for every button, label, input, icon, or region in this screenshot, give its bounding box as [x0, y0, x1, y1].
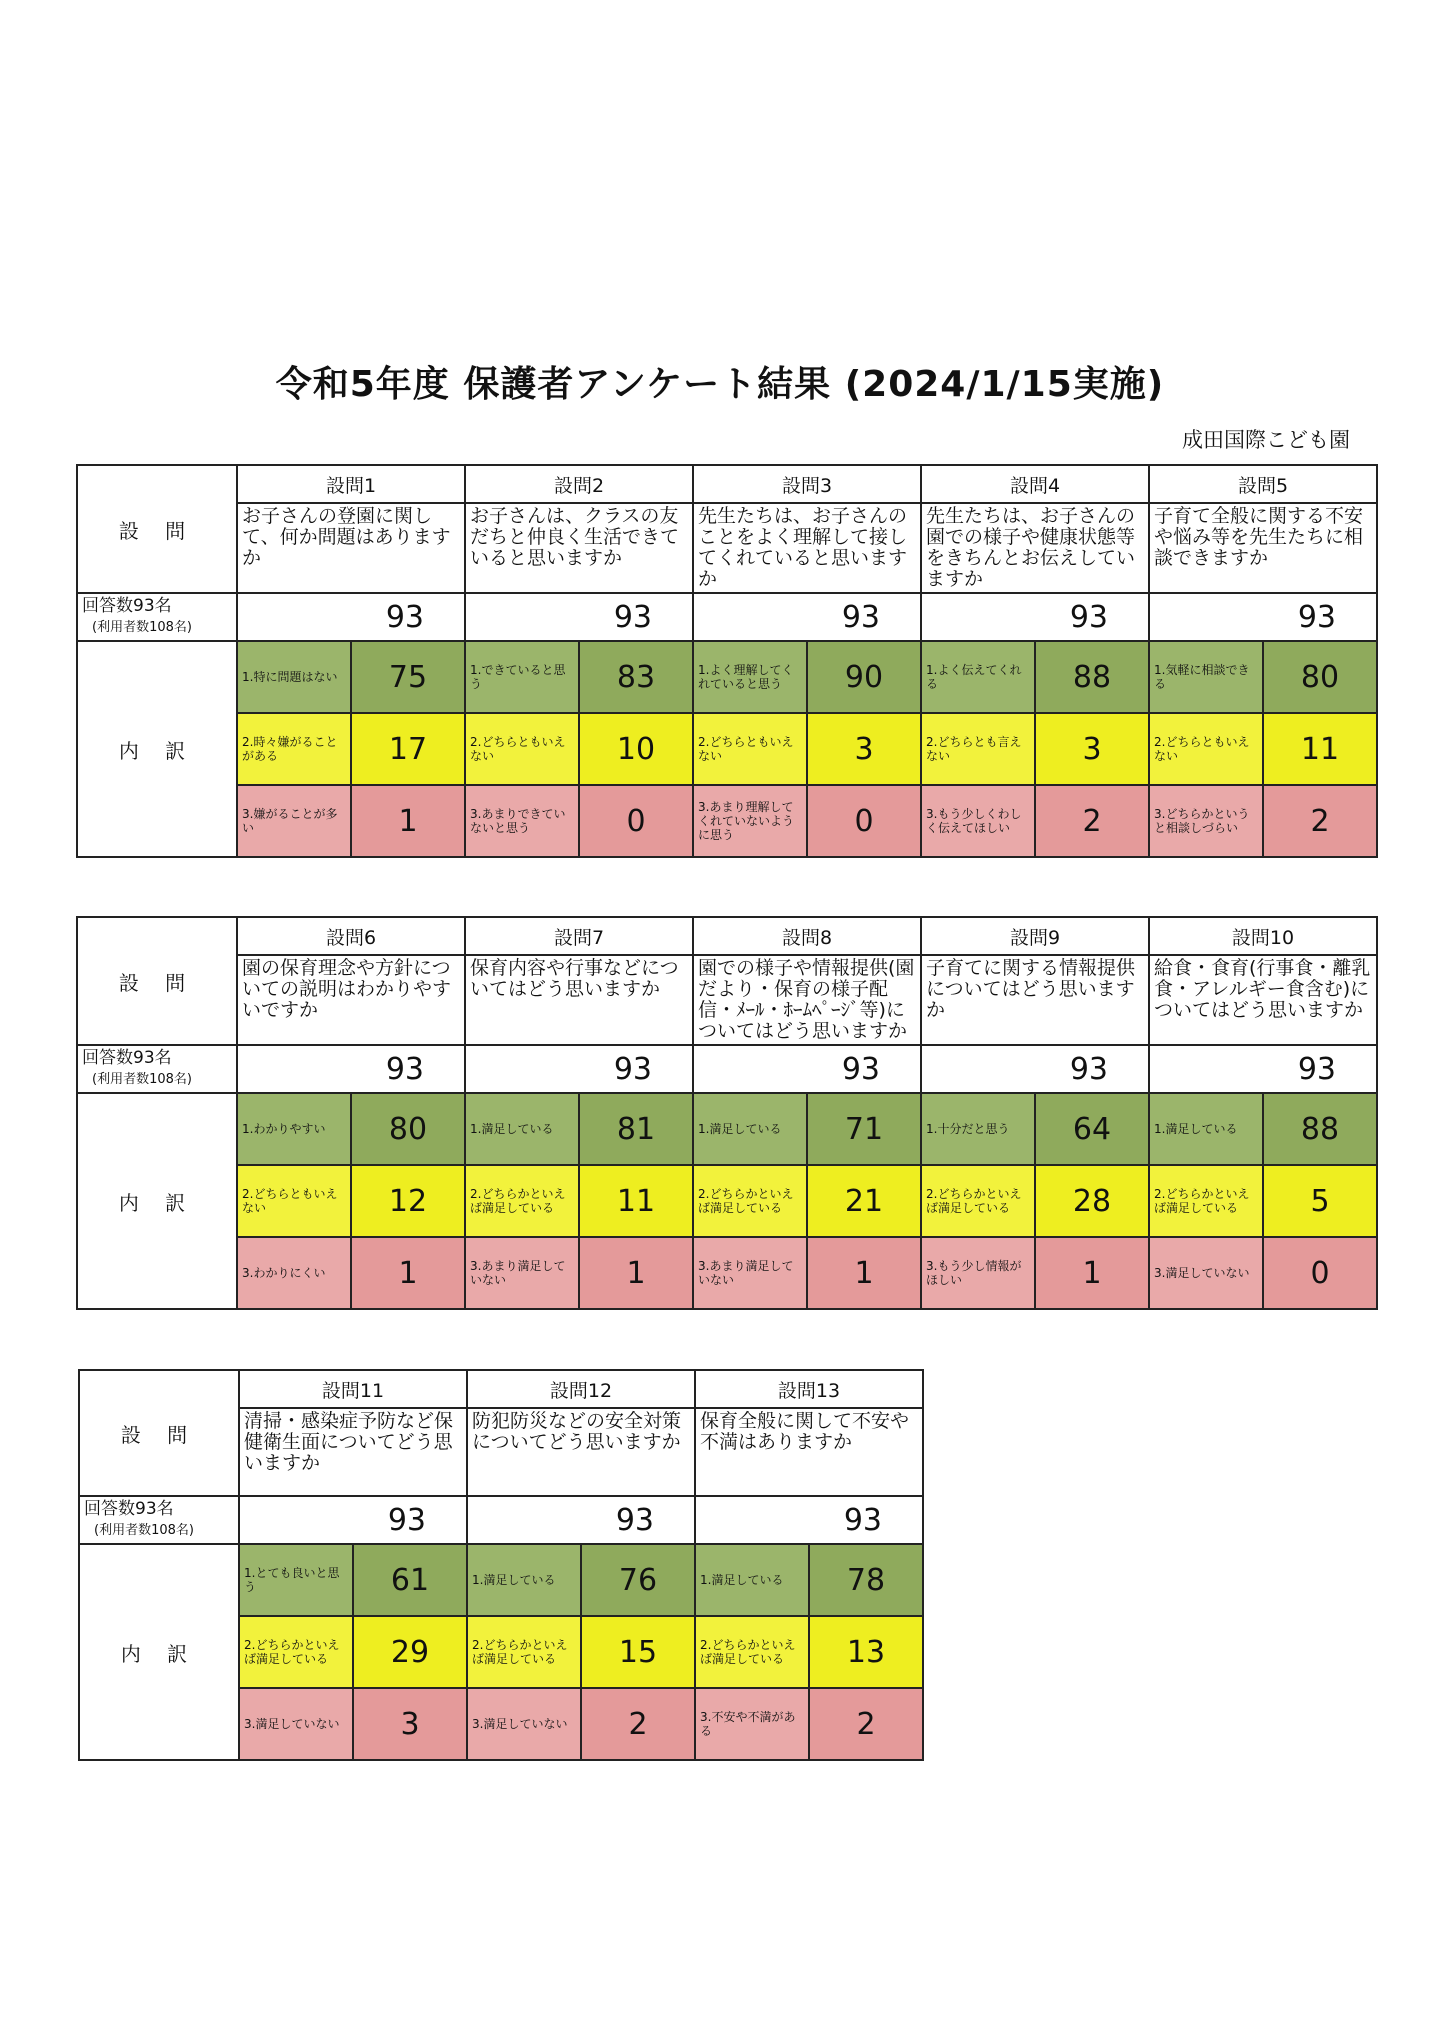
breakdown-row-label: 内 訳 — [77, 1093, 237, 1309]
answer-option-label: 1.とても良いと思う — [239, 1544, 353, 1616]
answer-count: 83 — [579, 641, 693, 713]
answer-option-label: 3.あまり満足していない — [693, 1237, 807, 1309]
respondent-count: 93 — [921, 593, 1149, 641]
answer-count: 5 — [1263, 1165, 1377, 1237]
question-text: 園の保育理念や方針についての説明はわかりやすいですか — [237, 955, 465, 1045]
answer-count: 1 — [1035, 1237, 1149, 1309]
respondents-row-label — [77, 593, 237, 641]
answer-option-label: 2.どちらとも言えない — [921, 713, 1035, 785]
answer-count: 88 — [1263, 1093, 1377, 1165]
question-number: 設問10 — [1149, 917, 1377, 955]
respondent-count: 93 — [1149, 1045, 1377, 1093]
question-number: 設問5 — [1149, 465, 1377, 503]
answer-count: 29 — [353, 1616, 467, 1688]
question-text: 防犯防災などの安全対策についてどう思いますか — [467, 1408, 695, 1496]
answer-count: 88 — [1035, 641, 1149, 713]
question-text: 給食・食育(行事食・離乳食・アレルギー食含む)についてはどう思いますか — [1149, 955, 1377, 1045]
respondents-sublabel: (利用者数108名) — [92, 1072, 192, 1087]
question-text: 先生たちは、お子さんのことをよく理解して接してくれていると思いますか — [693, 503, 921, 593]
answer-count: 78 — [809, 1544, 923, 1616]
answer-option-label: 2.どちらかといえば満足している — [695, 1616, 809, 1688]
respondent-count: 93 — [695, 1496, 923, 1544]
answer-count: 0 — [807, 785, 921, 857]
survey-table-3 — [78, 1369, 924, 1761]
answer-option-label: 2.どちらともいえない — [1149, 713, 1263, 785]
answer-count: 1 — [351, 785, 465, 857]
respondent-count: 93 — [921, 1045, 1149, 1093]
question-text: お子さんの登園に関して、何か問題はありますか — [237, 503, 465, 593]
question-text: 先生たちは、お子さんの園での様子や健康状態等をきちんとお伝えしていますか — [921, 503, 1149, 593]
question-text: 園での様子や情報提供(園だより・保育の様子配信・ﾒｰﾙ・ﾎｰﾑﾍﾟｰｼﾞ等)についてはどう思いますか — [693, 955, 921, 1045]
answer-option-label: 1.満足している — [693, 1093, 807, 1165]
question-number: 設問11 — [239, 1370, 467, 1408]
answer-count: 90 — [807, 641, 921, 713]
answer-option-label: 3.不安や不満がある — [695, 1688, 809, 1760]
answer-option-label: 3.どちらかというと相談しづらい — [1149, 785, 1263, 857]
respondents-row-label — [79, 1496, 239, 1544]
answer-count: 10 — [579, 713, 693, 785]
answer-count: 64 — [1035, 1093, 1149, 1165]
question-number: 設問2 — [465, 465, 693, 503]
answer-option-label: 2.どちらともいえない — [693, 713, 807, 785]
answer-count: 80 — [351, 1093, 465, 1165]
question-text: 子育てに関する情報提供についてはどう思いますか — [921, 955, 1149, 1045]
answer-count: 75 — [351, 641, 465, 713]
answer-count: 81 — [579, 1093, 693, 1165]
answer-option-label: 3.あまりできていないと思う — [465, 785, 579, 857]
question-number: 設問13 — [695, 1370, 923, 1408]
answer-option-label: 1.満足している — [467, 1544, 581, 1616]
answer-option-label: 2.どちらかといえば満足している — [921, 1165, 1035, 1237]
respondents-sublabel: (利用者数108名) — [94, 1523, 194, 1538]
breakdown-row-label: 内 訳 — [77, 641, 237, 857]
question-text: 保育内容や行事などについてはどう思いますか — [465, 955, 693, 1045]
answer-option-label: 2.どちらともいえない — [237, 1165, 351, 1237]
question-text: 保育全般に関して不安や不満はありますか — [695, 1408, 923, 1496]
answer-count: 2 — [1263, 785, 1377, 857]
answer-option-label: 3.あまり理解してくれていないように思う — [693, 785, 807, 857]
question-number: 設問8 — [693, 917, 921, 955]
answer-option-label: 1.満足している — [1149, 1093, 1263, 1165]
answer-count: 61 — [353, 1544, 467, 1616]
answer-option-label: 3.わかりにくい — [237, 1237, 351, 1309]
respondent-count: 93 — [239, 1496, 467, 1544]
question-text: 清掃・感染症予防など保健衛生面についてどう思いますか — [239, 1408, 467, 1496]
respondent-count: 93 — [467, 1496, 695, 1544]
answer-option-label: 1.十分だと思う — [921, 1093, 1035, 1165]
answer-count: 1 — [807, 1237, 921, 1309]
answer-count: 13 — [809, 1616, 923, 1688]
question-number: 設問3 — [693, 465, 921, 503]
answer-option-label: 1.気軽に相談できる — [1149, 641, 1263, 713]
answer-count: 0 — [579, 785, 693, 857]
question-number: 設問1 — [237, 465, 465, 503]
respondents-sublabel: (利用者数108名) — [92, 620, 192, 635]
answer-option-label: 1.よく理解してくれていると思う — [693, 641, 807, 713]
answer-count: 11 — [579, 1165, 693, 1237]
answer-count: 11 — [1263, 713, 1377, 785]
question-text: お子さんは、クラスの友だちと仲良く生活できていると思いますか — [465, 503, 693, 593]
survey-table-1 — [76, 464, 1378, 858]
respondent-count: 93 — [237, 1045, 465, 1093]
question-number: 設問6 — [237, 917, 465, 955]
question-number: 設問9 — [921, 917, 1149, 955]
answer-option-label: 2.どちらともいえない — [465, 713, 579, 785]
answer-option-label: 3.もう少しくわしく伝えてほしい — [921, 785, 1035, 857]
respondent-count: 93 — [465, 593, 693, 641]
answer-option-label: 3.嫌がることが多い — [237, 785, 351, 857]
answer-count: 3 — [1035, 713, 1149, 785]
answer-count: 3 — [353, 1688, 467, 1760]
question-row-label: 設 問 — [77, 465, 237, 593]
respondent-count: 93 — [1149, 593, 1377, 641]
answer-count: 21 — [807, 1165, 921, 1237]
answer-option-label: 1.満足している — [465, 1093, 579, 1165]
answer-count: 80 — [1263, 641, 1377, 713]
answer-option-label: 2.どちらかといえば満足している — [465, 1165, 579, 1237]
breakdown-row-label: 内 訳 — [79, 1544, 239, 1760]
question-number: 設問7 — [465, 917, 693, 955]
answer-option-label: 2.時々嫌がることがある — [237, 713, 351, 785]
answer-count: 1 — [351, 1237, 465, 1309]
question-text: 子育て全般に関する不安や悩み等を先生たちに相談できますか — [1149, 503, 1377, 593]
answer-count: 3 — [807, 713, 921, 785]
answer-count: 2 — [1035, 785, 1149, 857]
question-number: 設問4 — [921, 465, 1149, 503]
question-row-label: 設 問 — [79, 1370, 239, 1496]
answer-option-label: 3.もう少し情報がほしい — [921, 1237, 1035, 1309]
answer-count: 1 — [579, 1237, 693, 1309]
question-row-label: 設 問 — [77, 917, 237, 1045]
answer-option-label: 1.よく伝えてくれる — [921, 641, 1035, 713]
answer-count: 12 — [351, 1165, 465, 1237]
answer-count: 2 — [809, 1688, 923, 1760]
page-title: 令和5年度 保護者アンケート結果 (2024/1/15実施) — [275, 364, 1165, 405]
survey-table-2 — [76, 916, 1378, 1310]
answer-count: 2 — [581, 1688, 695, 1760]
answer-count: 15 — [581, 1616, 695, 1688]
answer-option-label: 2.どちらかといえば満足している — [693, 1165, 807, 1237]
answer-count: 71 — [807, 1093, 921, 1165]
answer-option-label: 2.どちらかといえば満足している — [467, 1616, 581, 1688]
answer-option-label: 2.どちらかといえば満足している — [1149, 1165, 1263, 1237]
answer-option-label: 3.満足していない — [239, 1688, 353, 1760]
answer-option-label: 1.特に問題はない — [237, 641, 351, 713]
respondents-row-label — [77, 1045, 237, 1093]
respondents-label: 回答数93名 — [82, 1048, 172, 1068]
respondents-label: 回答数93名 — [84, 1499, 174, 1519]
answer-option-label: 3.満足していない — [467, 1688, 581, 1760]
answer-count: 17 — [351, 713, 465, 785]
respondents-label: 回答数93名 — [82, 596, 172, 616]
answer-count: 0 — [1263, 1237, 1377, 1309]
answer-option-label: 2.どちらかといえば満足している — [239, 1616, 353, 1688]
answer-count: 76 — [581, 1544, 695, 1616]
respondent-count: 93 — [693, 1045, 921, 1093]
answer-count: 28 — [1035, 1165, 1149, 1237]
answer-option-label: 1.満足している — [695, 1544, 809, 1616]
answer-option-label: 1.わかりやすい — [237, 1093, 351, 1165]
respondent-count: 93 — [693, 593, 921, 641]
answer-option-label: 1.できていると思う — [465, 641, 579, 713]
organization-name: 成田国際こども園 — [1182, 428, 1350, 452]
question-number: 設問12 — [467, 1370, 695, 1408]
answer-option-label: 3.あまり満足していない — [465, 1237, 579, 1309]
respondent-count: 93 — [465, 1045, 693, 1093]
respondent-count: 93 — [237, 593, 465, 641]
answer-option-label: 3.満足していない — [1149, 1237, 1263, 1309]
